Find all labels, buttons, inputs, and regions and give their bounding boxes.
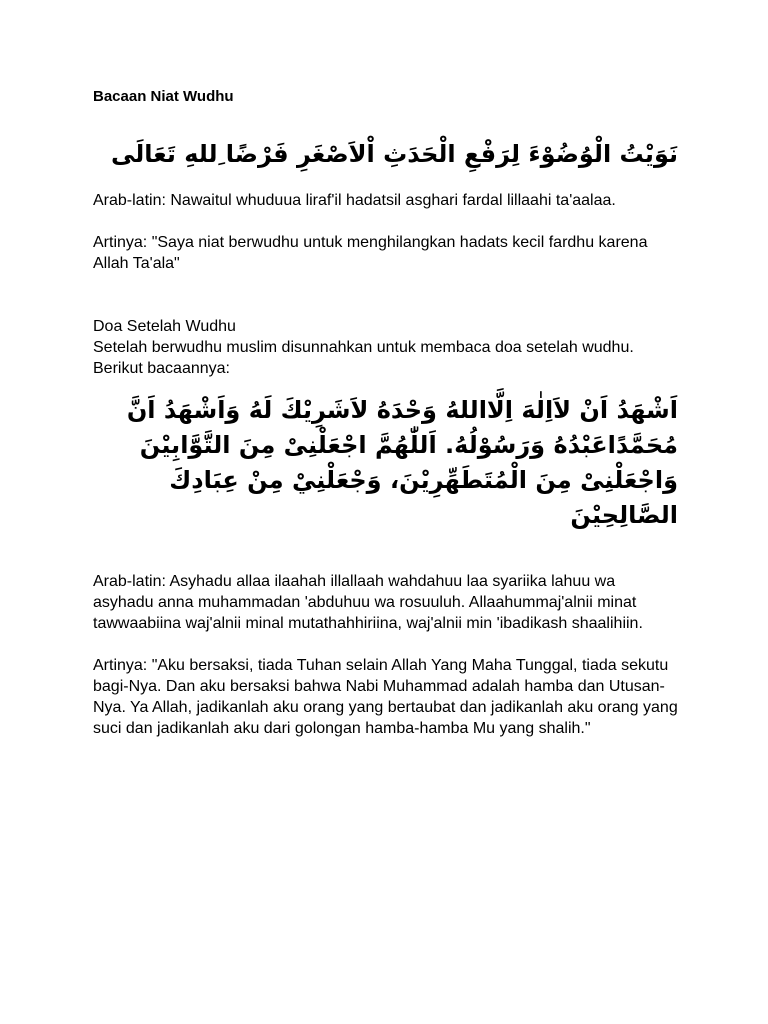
- document-title: Bacaan Niat Wudhu: [93, 88, 234, 105]
- doa-intro-text: Setelah berwudhu muslim disunnahkan untuk membaca doa setelah wudhu. Berikut bacaannya:: [93, 339, 634, 377]
- doa-heading: Doa Setelah Wudhu: [93, 318, 236, 335]
- niat-translation-text: Artinya: "Saya niat berwudhu untuk menghilangkan hadats kecil fardhu karena Allah Ta'ala": [93, 234, 648, 272]
- niat-latin-text: Arab-latin: Nawaitul whuduua liraf'il hadatsil asghari fardal lillaahi ta'aalaa.: [93, 192, 616, 209]
- spacer: [93, 634, 678, 655]
- doa-latin-text: Arab-latin: Asyhadu allaa ilaahah illallaah wahdahuu laa syariika lahuu wa asyhadu anna muhammadan 'abduhuu wa rosuuluh. Allaahummaj'alnii minat tawwaabiina waj'alnii minal mutathahhiriina, waj'alnii min 'ibadikash shaalihiin.: [93, 573, 643, 632]
- spacer: [93, 274, 678, 316]
- document-body: [93, 86, 678, 739]
- doa-translation-text: Artinya: "Aku bersaksi, tiada Tuhan selain Allah Yang Maha Tunggal, tiada sekutu bagi-Nya. Dan aku bersaksi bahwa Nabi Muhammad adalah hamba dan Utusan-Nya. Ya Allah, jadikanlah aku orang yang bertaubat dan jadikanlah aku orang yang suci dan jadikanlah aku dari golongan hamba-hamba Mu yang shalih.": [93, 657, 678, 737]
- doa-arabic-text: اَشْهَدُ اَنْ لاَاِلٰهَ اِلَّااللهُ وَحْدَهُ لاَشَرِيْكَ لَهُ وَاَشْهَدُ اَنَّ مُحَمَّدًاعَبْدُهُ وَرَسُوْلُهُ. اَللّٰهُمَّ اجْعَلْنِىْ مِنَ التَّوَّابِيْنَ وَاجْعَلْنِىْ مِنَ الْمُتَطَهِّرِيْنَ، وَجْعَلْنِيْ مِنْ عِبَادِكَ الصَّالِحِيْنَ: [126, 396, 678, 529]
- spacer: [93, 211, 678, 232]
- niat-arabic-text: نَوَيْتُ الْوُضُوْءَ لِرَفْعِ الْحَدَثِ اْلاَصْغَرِ فَرْضًا ِللهِ تَعَالَى: [110, 140, 678, 168]
